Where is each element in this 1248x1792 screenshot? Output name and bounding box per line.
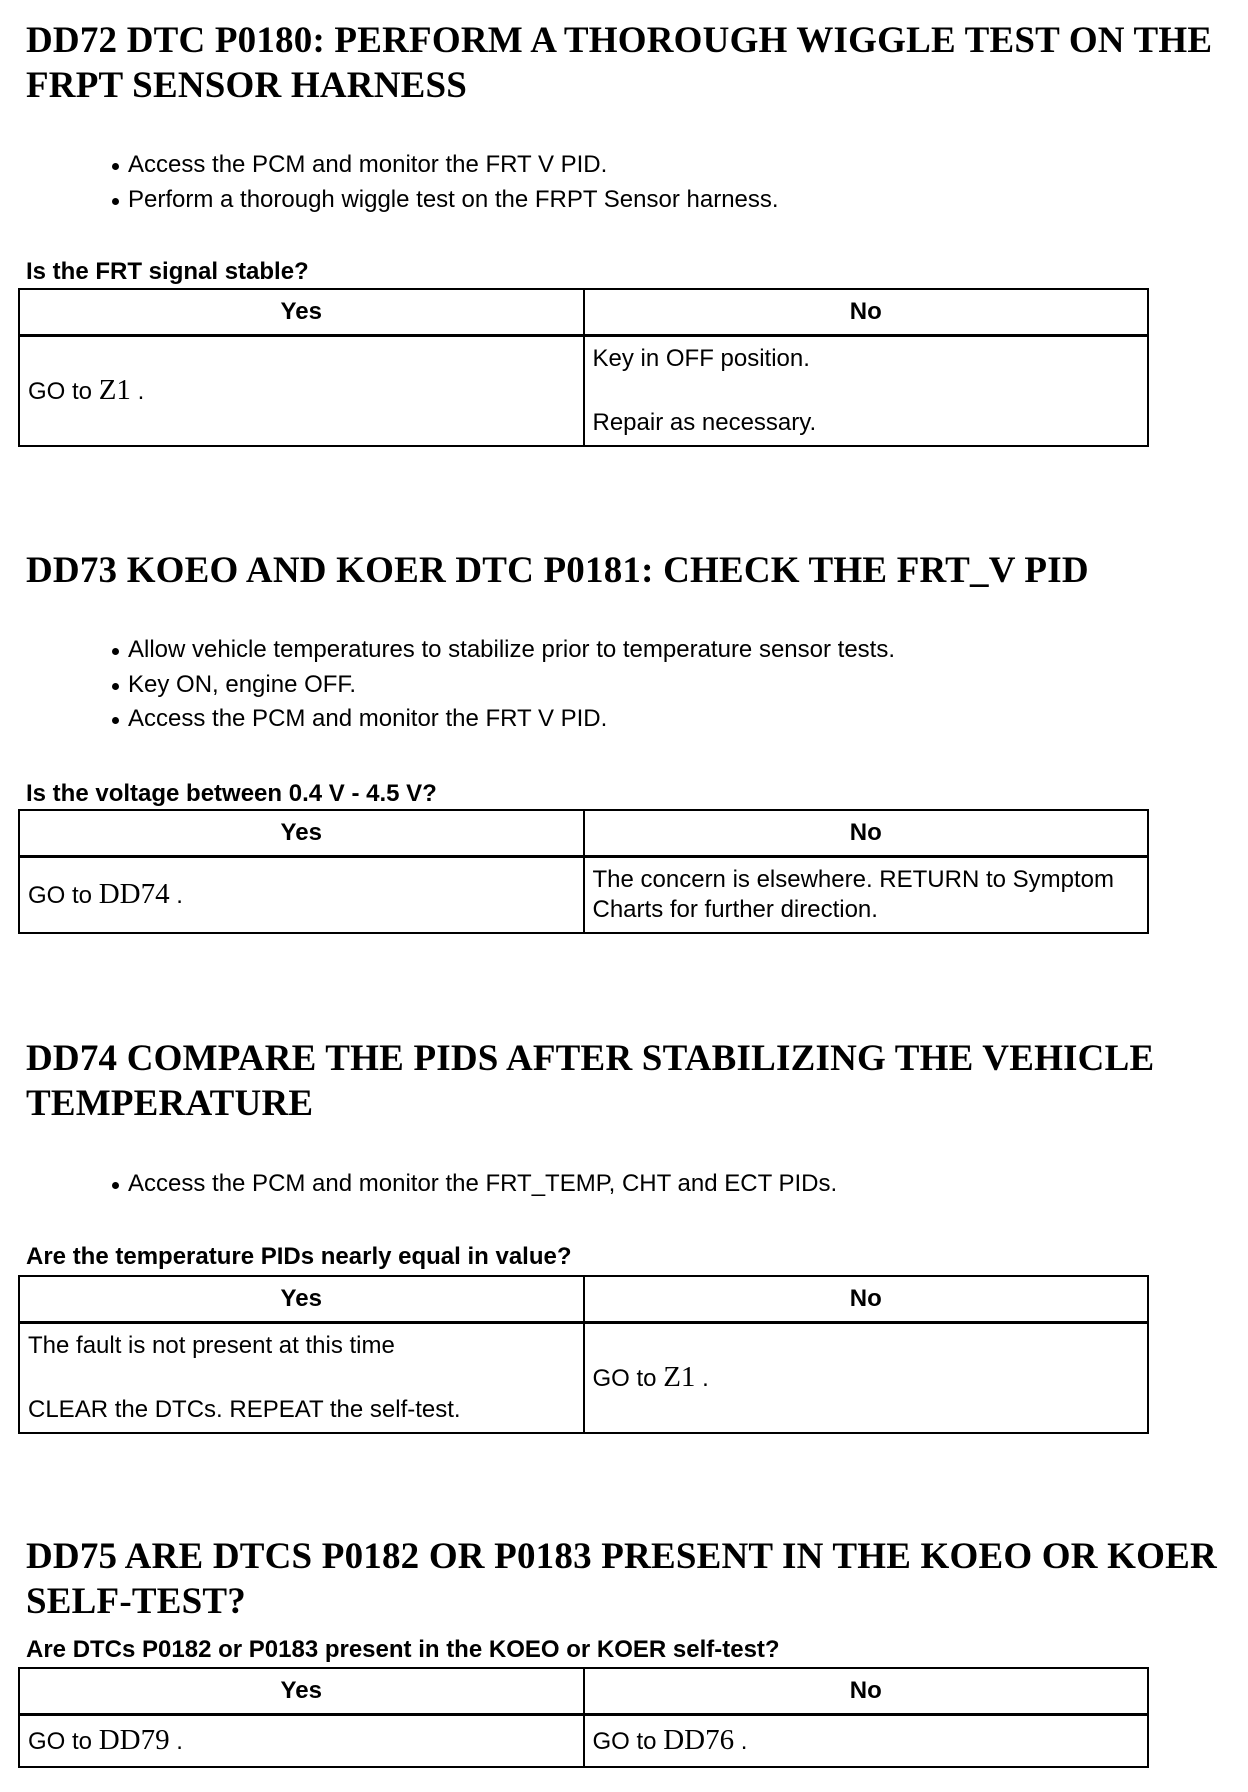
bullet-list (110, 1167, 837, 1202)
yes-cell-text: CLEAR the DTCs. REPEAT the self-test. (28, 1395, 461, 1423)
question-label: Are the temperature PIDs nearly equal in value? (26, 1243, 572, 1270)
no-cell-text: Repair as necessary. (592, 408, 817, 436)
no-cell (584, 1323, 1149, 1433)
yes-cell (19, 1715, 584, 1767)
yes-cell (19, 1323, 584, 1433)
bullet-item: Access the PCM and monitor the FRT V PID. (110, 702, 895, 737)
question-label: Is the voltage between 0.4 V - 4.5 V? (26, 780, 437, 807)
no-column-header: No (584, 810, 1149, 857)
go-to-link[interactable]: GO to Z1 . (592, 1360, 709, 1393)
yes-cell-text: The fault is not present at this time (28, 1331, 395, 1359)
yes-no-table (18, 1275, 1149, 1434)
yes-column-header: Yes (19, 1276, 584, 1323)
no-column-header: No (584, 1276, 1149, 1323)
bullet-item: Access the PCM and monitor the FRT V PID. (110, 148, 779, 183)
no-column-header: No (584, 1668, 1149, 1715)
bullet-list (110, 633, 895, 737)
bullet-item: Access the PCM and monitor the FRT_TEMP, CHT and ECT PIDs. (110, 1167, 837, 1202)
bullet-item: Key ON, engine OFF. (110, 668, 895, 703)
yes-no-table (18, 288, 1149, 447)
yes-cell (19, 857, 584, 933)
bullet-item: Perform a thorough wiggle test on the FRPT Sensor harness. (110, 183, 779, 218)
yes-no-table (18, 1667, 1149, 1768)
no-column-header: No (584, 289, 1149, 336)
no-cell-text: The concern is elsewhere. RETURN to Symptom Charts for further direction. (592, 865, 1115, 923)
bullet-item: Allow vehicle temperatures to stabilize prior to temperature sensor tests. (110, 633, 895, 668)
go-to-link[interactable]: GO to Z1 . (28, 373, 145, 406)
yes-cell (19, 336, 584, 446)
no-cell (584, 1715, 1149, 1767)
go-to-link[interactable]: GO to DD76 . (592, 1723, 748, 1756)
section-heading: DD74 COMPARE THE PIDS AFTER STABILIZING THE VEHICLE TEMPERATURE (26, 1038, 1155, 1124)
yes-column-header: Yes (19, 289, 584, 336)
yes-column-header: Yes (19, 810, 584, 857)
section-heading: DD72 DTC P0180: PERFORM A THOROUGH WIGGLE TEST ON THE FRPT SENSOR HARNESS (26, 20, 1213, 106)
go-to-link[interactable]: GO to DD79 . (28, 1723, 183, 1756)
no-cell-text: Key in OFF position. (592, 344, 810, 372)
no-cell (584, 336, 1149, 446)
bullet-list (110, 148, 779, 217)
go-to-link[interactable]: GO to DD74 . (28, 877, 183, 910)
section-heading: DD75 ARE DTCS P0182 OR P0183 PRESENT IN THE KOEO OR KOER SELF-TEST? (26, 1536, 1217, 1622)
yes-column-header: Yes (19, 1668, 584, 1715)
question-label: Is the FRT signal stable? (26, 258, 309, 285)
section-heading: DD73 KOEO AND KOER DTC P0181: CHECK THE FRT_V PID (26, 550, 1089, 591)
no-cell (584, 857, 1149, 933)
yes-no-table (18, 809, 1149, 934)
question-label: Are DTCs P0182 or P0183 present in the KOEO or KOER self-test? (26, 1636, 780, 1663)
